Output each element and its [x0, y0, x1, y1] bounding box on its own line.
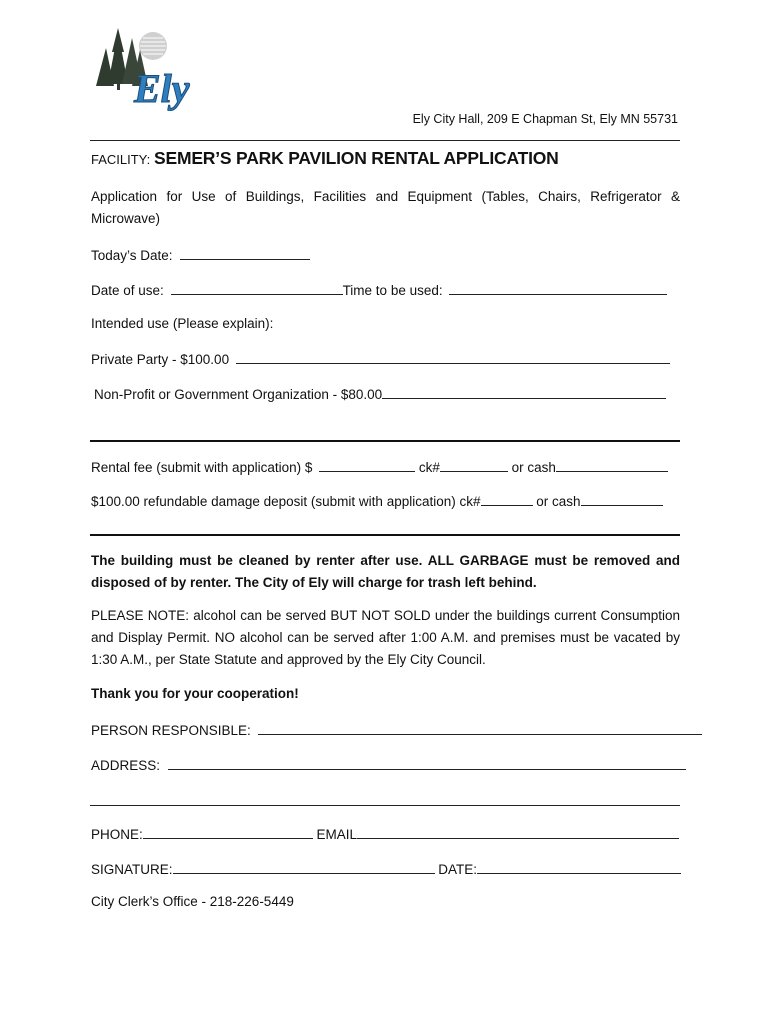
nonprofit-field[interactable] — [382, 385, 666, 399]
phone-field[interactable] — [143, 825, 313, 839]
intro-paragraph: Application for Use of Buildings, Facilities and Equipment (Tables, Chairs, Refrigerator & Microwave) — [91, 189, 680, 226]
header-divider — [90, 140, 680, 141]
signature-field[interactable] — [173, 860, 435, 874]
cleaning-notice: The building must be cleaned by renter after use. ALL GARBAGE must be removed and disposed of by renter. The City of Ely will charge for trash left behind. — [91, 553, 680, 590]
nonprofit-label: Non-Profit or Government Organization - $80.00 — [94, 387, 383, 402]
todays-date-field[interactable] — [180, 246, 310, 260]
nonprofit-row — [94, 385, 666, 402]
deposit-or-cash-label: or cash — [536, 494, 581, 509]
date-label: DATE: — [438, 862, 478, 877]
deposit-check-field[interactable] — [481, 492, 533, 506]
rental-fee-check-field[interactable] — [440, 458, 508, 472]
todays-date-label: Today’s Date: — [91, 248, 173, 263]
deposit-row — [91, 492, 663, 509]
rental-fee-row — [91, 458, 668, 475]
city-clerk-contact: City Clerk’s Office - 218-226-5449 — [91, 894, 294, 909]
rental-fee-amount-field[interactable] — [319, 458, 415, 472]
rental-fee-or-cash-label: or cash — [511, 460, 556, 475]
deposit-cash-field[interactable] — [581, 492, 663, 506]
person-responsible-row — [91, 721, 702, 738]
phone-label: PHONE: — [91, 827, 143, 842]
section-divider-2 — [90, 534, 680, 536]
private-party-label: Private Party - $100.00 — [91, 352, 230, 367]
date-of-use-label: Date of use: — [91, 283, 164, 298]
time-to-be-used-label: Time to be used: — [342, 283, 443, 298]
date-of-use-row — [91, 281, 667, 298]
email-field[interactable] — [357, 825, 679, 839]
phone-email-row — [91, 825, 679, 842]
rental-fee-ck-label: ck# — [418, 460, 440, 475]
city-hall-address: Ely City Hall, 209 E Chapman St, Ely MN 55731 — [412, 112, 678, 126]
address-field-line-2[interactable] — [90, 805, 680, 806]
person-responsible-field[interactable] — [258, 721, 702, 735]
signature-date-row — [91, 860, 681, 877]
date-field[interactable] — [477, 860, 681, 874]
address-field-line-1[interactable] — [168, 756, 686, 770]
thank-you-text: Thank you for your cooperation! — [91, 686, 299, 701]
deposit-label: $100.00 refundable damage deposit (submit with application) ck# — [91, 494, 481, 509]
signature-label: SIGNATURE: — [91, 862, 173, 877]
todays-date-row — [91, 246, 310, 263]
section-divider-1 — [90, 440, 680, 442]
address-row — [91, 756, 686, 773]
person-responsible-label: PERSON RESPONSIBLE: — [91, 723, 251, 738]
private-party-row — [91, 350, 670, 367]
address-label: ADDRESS: — [91, 758, 161, 773]
private-party-field[interactable] — [236, 350, 670, 364]
city-logo — [88, 24, 208, 114]
facility-label: FACILITY: — [91, 152, 151, 167]
time-to-be-used-field[interactable] — [449, 281, 667, 295]
alcohol-notice: PLEASE NOTE: alcohol can be served BUT NOT SOLD under the buildings current Consumption and Display Permit. NO alcohol can be served after 1:00 A.M. and premises must be vacated by 1:30 A.M., per State Statute and approved by the Ely City Council. — [91, 608, 680, 667]
email-label: EMAIL — [316, 827, 358, 842]
rental-fee-cash-field[interactable] — [556, 458, 668, 472]
rental-fee-label: Rental fee (submit with application) $ — [91, 460, 313, 475]
logo-text: Ely — [134, 66, 190, 111]
date-of-use-field[interactable] — [171, 281, 343, 295]
form-title: SEMER’S PARK PAVILION RENTAL APPLICATION — [154, 148, 559, 168]
intended-use-label: Intended use (Please explain): — [91, 316, 274, 331]
form-title-row — [91, 148, 559, 169]
